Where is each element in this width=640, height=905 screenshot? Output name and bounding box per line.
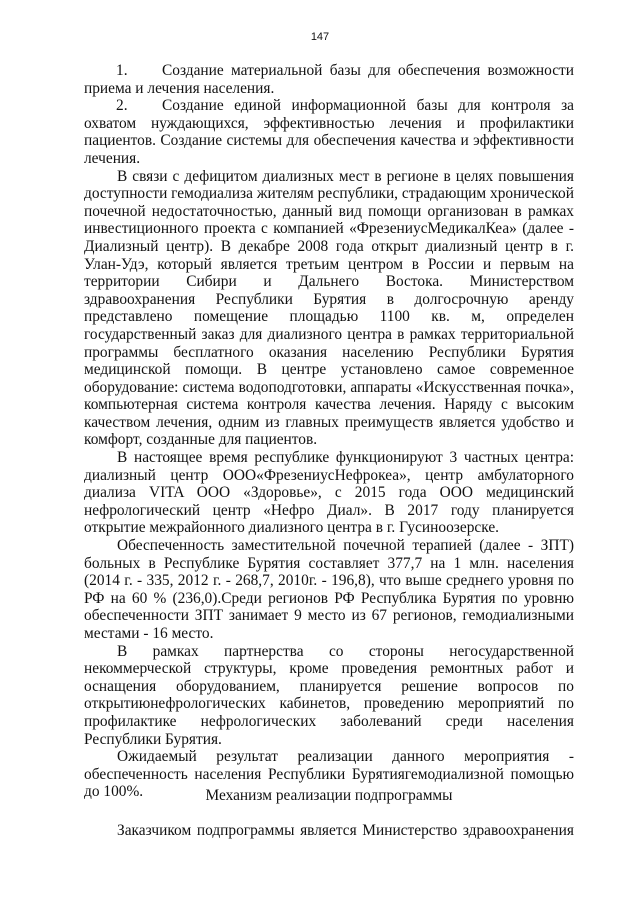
list-item-text: Создание единой информационной базы для контроля за охватом нуждающихся, эффективностью лечения и профилактики пациентов. Создание системы для обеспечения качества и эффективности лечения.: [84, 97, 574, 167]
paragraph-partnership: В рамках партнерства со стороны негосударственной некоммерческой структуры, кроме проведения ремонтных работ и оснащения оборудованием, планируется решение вопросов по открытиюнефрологических кабинетов, проведению мероприятий по профилактике нефрологических заболеваний среди населения Республики Бурятия.: [84, 642, 574, 748]
paragraph-dialysis-center: В связи с дефицитом диализных мест в регионе в целях повышения доступности гемодиализа жителям республики, страдающим хронической почечной недостаточностью, данный вид помощи организован в рамках инвестиционного проекта с компанией «ФрезениусМедикалКеа» (далее - Диализный центр). В декабре 2008 года открыт диализный центр в г. Улан-Удэ, который является третьим центром в России и первым на территории Сибири и Дальнего Востока. Министерством здравоохранения Республики Бурятия в долгосрочную аренду представлено помещение площадью 1100 кв. м, определен государственный заказ для диализного центра в рамках территориальной программы бесплатного оказания населению Республики Бурятия медицинской помощи. В центре установлено самое современное оборудование: система водоподготовки, аппараты «Искусственная почка», компьютерная система контроля качества лечения. Наряду с высоким качеством лечения, одним из главных преимуществ является удобство и комфорт, созданные для пациентов.: [84, 167, 574, 449]
paragraph-private-centers: В настоящее время республике функционируют 3 частных центра: диализный центр ООО«ФрезениусНефрокеа», центр амбулаторного диализа VITA ООО «Здоровье», с 2015 года ООО медицинский нефрологический центр «Нефро Диал». В 2017 году планируется открытие межрайонного диализного центра в г. Гусиноозерске.: [84, 449, 574, 537]
list-item: [84, 97, 574, 167]
list-item-number: 2.: [116, 97, 128, 115]
paragraph-rrt-coverage: Обеспеченность заместительной почечной терапией (далее - ЗПТ) больных в Республике Бурятия составляет 377,7 на 1 млн. населения (2014 г. - 335, 2012 г. - 268,7, 2010г. - 196,8), что выше среднего уровня по РФ на 60 % (236,0).Среди регионов РФ Республика Бурятия по уровню обеспеченности ЗПТ занимает 9 место из 67 регионов, гемодиализными местами - 16 место.: [84, 537, 574, 642]
list-item-number: 1.: [116, 62, 128, 79]
paragraph-customer: Заказчиком подпрограммы является Министерство здравоохранения: [117, 822, 574, 839]
paragraph-expected-result: Ожидаемый результат реализации данного мероприятия - обеспеченность населения Республики Бурятиягемодиализной помощью до 100%.: [84, 748, 574, 801]
document-body: [84, 62, 574, 801]
page-number: 147: [310, 31, 330, 43]
section-heading: Механизм реализации подпрограммы: [205, 787, 453, 804]
list-item: [84, 62, 574, 97]
list-item-text: Создание материальной базы для обеспечения возможности приема и лечения населения.: [84, 62, 574, 97]
